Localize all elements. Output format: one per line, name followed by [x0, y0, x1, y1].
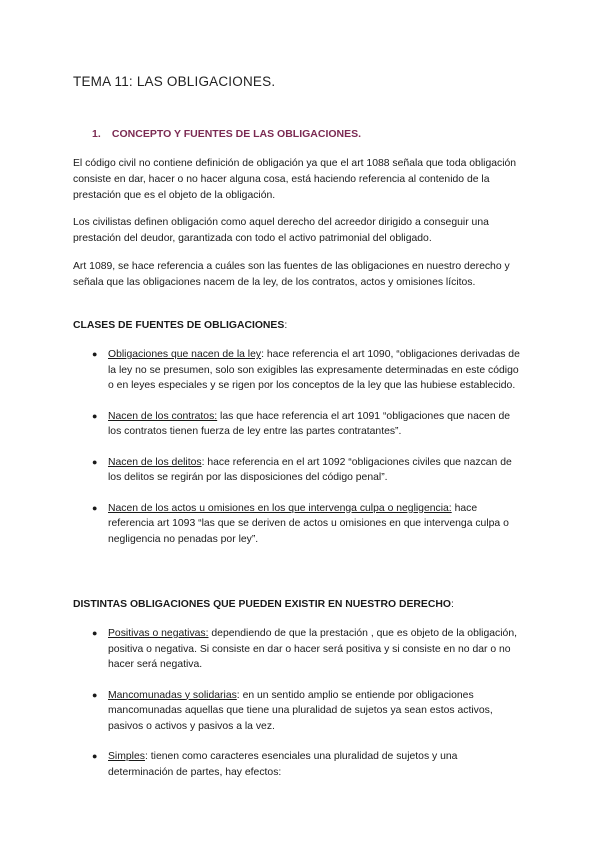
paragraph-art-1089: Art 1089, se hace referencia a cuáles son las fuentes de las obligaciones en nuestro derecho y señala que las obligaciones nacem de la ley, de los contratos, actos y omisiones lícitos.	[73, 261, 510, 288]
bullet-icon: ●	[92, 628, 98, 638]
document-title: TEMA 11: LAS OBLIGACIONES.	[73, 74, 276, 89]
distintas-heading-text: DISTINTAS OBLIGACIONES QUE PUEDEN EXISTIR EN NUESTRO DERECHO	[73, 599, 451, 610]
clases-heading-text: CLASES DE FUENTES DE OBLIGACIONES	[73, 320, 285, 331]
bullet-icon: ●	[92, 349, 98, 359]
clases-heading	[73, 318, 287, 334]
list-item	[92, 688, 522, 735]
item-term: Nacen de los contratos:	[108, 410, 218, 422]
item-term: Nacen de los actos u omisiones en los que intervenga culpa o negligencia:	[108, 502, 452, 514]
section-heading	[92, 128, 361, 140]
paragraph-civilistas: Los civilistas definen obligación como aquel derecho del acreedor dirigido a conseguir una prestación del deudor, garantizada con todo el activo patrimonial del obligado.	[73, 217, 489, 244]
bullet-icon: ●	[92, 689, 98, 700]
item-text: hace referencia art 1093 “las que se deriven de actos u omisiones en que intervenga culpa o negligencia no penadas por ley”.	[108, 502, 509, 545]
item-text: : en un sentido amplio se entiende por obligaciones mancomunadas aquellas que tiene una pluralidad de sujetos ya sean estos activos, pasivos o activos y pasivos a la vez.	[108, 689, 493, 732]
clases-list	[92, 347, 522, 547]
item-term: Obligaciones que nacen de la ley	[108, 349, 262, 360]
list-item	[92, 347, 522, 394]
distintas-heading	[73, 597, 454, 613]
item-text: dependiendo de que la prestación , que es objeto de la obligación, positiva o negativa. Si consiste en dar o hacer será positiva y si consiste en no dar o no hacer será negativa.	[108, 628, 517, 670]
item-text: : hace referencia en el art 1092 “obligaciones civiles que nazcan de los delitos se regirán por las disposiciones del código penal”.	[108, 456, 512, 483]
item-term: Nacen de los delitos	[108, 456, 202, 468]
list-item	[92, 455, 522, 486]
item-text: las que hace referencia el art 1091 “obligaciones que nacen de los contratos tienen fuerza de ley entre las partes contratantes”.	[108, 410, 511, 437]
item-term: Mancomunadas y solidarias	[108, 689, 237, 701]
list-item	[92, 749, 522, 780]
section-number: 1.	[92, 128, 101, 140]
list-item	[92, 626, 522, 673]
paragraph-definition: El código civil no contiene definición de obligación ya que el art 1088 señala que toda obligación consiste en dar, hacer o no hacer alguna cosa, está haciendo referencia al contenido de la prestación que es el objeto de la obligación.	[73, 158, 517, 201]
bullet-icon: ●	[92, 456, 98, 467]
list-item	[92, 501, 522, 548]
clases-heading-colon: :	[284, 320, 288, 331]
item-text: : hace referencia el art 1090, “obligaciones derivadas de la ley no se presumen, solo son exigibles las expresamente determinadas en este código o en leyes especiales y se rigen por los conceptos de la ley que las hubiese establecido.	[108, 349, 520, 391]
distintas-heading-colon: :	[450, 599, 454, 610]
list-item	[92, 409, 522, 440]
item-term: Simples	[108, 751, 145, 762]
item-term: Positivas o negativas:	[108, 628, 209, 639]
bullet-icon: ●	[92, 502, 98, 513]
bullet-icon: ●	[92, 410, 98, 421]
distintas-list	[92, 626, 522, 780]
item-text: : tienen como caracteres esenciales una pluralidad de sujetos y una determinación de partes, hay efectos:	[108, 751, 458, 778]
bullet-icon: ●	[92, 751, 98, 761]
section-heading-text: CONCEPTO Y FUENTES DE LAS OBLIGACIONES.	[111, 128, 362, 140]
